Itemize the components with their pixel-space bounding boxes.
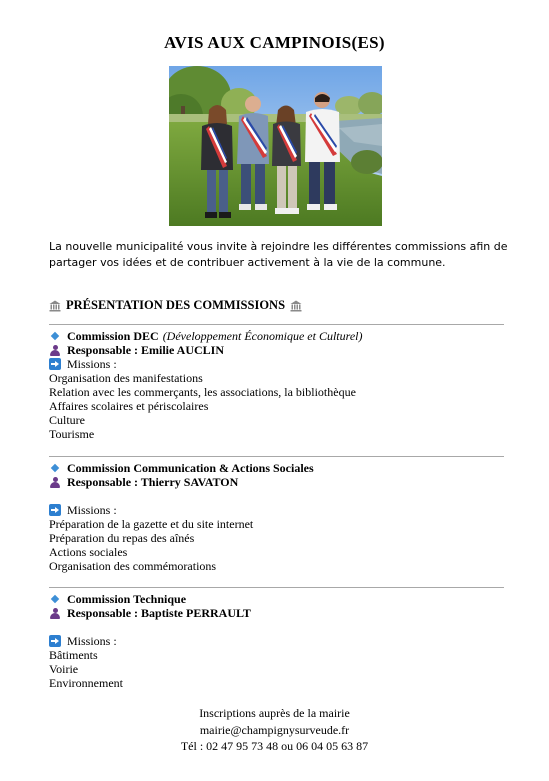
missions-label: Missions : (67, 357, 117, 371)
missions-label-line (49, 503, 509, 517)
spacer (49, 620, 509, 634)
footer (0, 705, 549, 755)
person-silhouette-icon (49, 607, 61, 619)
divider (49, 456, 504, 457)
commission-name: Commission Communication & Actions Sociales (67, 461, 314, 475)
responsable-name: Responsable : Thierry SAVATON (67, 475, 239, 489)
missions-label: Missions : (67, 634, 117, 648)
classical-building-icon (49, 300, 61, 312)
blue-diamond-icon (49, 462, 61, 474)
person-silhouette-icon (49, 344, 61, 356)
commission-title (49, 592, 509, 606)
divider (49, 587, 504, 588)
mission-item: Organisation des manifestations (49, 371, 203, 385)
footer-email[interactable]: mairie@champignysurveude.fr (199, 722, 350, 737)
missions-label-line (49, 634, 509, 648)
right-arrow-icon (49, 358, 61, 370)
mission-item: Tourisme (49, 427, 95, 441)
commission-dec (49, 329, 509, 441)
blue-diamond-icon (49, 593, 61, 605)
section-heading-text: PRÉSENTATION DES COMMISSIONS (66, 298, 286, 312)
mission-item: Préparation du repas des aînés (49, 531, 195, 545)
page-title: AVIS AUX CAMPINOIS(ES) (164, 33, 385, 52)
footer-phone: Tél : 02 47 95 73 48 ou 06 04 05 63 87 (180, 739, 369, 753)
commission-name: Commission Technique (67, 592, 187, 606)
responsable-name: Responsable : Emilie AUCLIN (67, 343, 225, 357)
responsable-name: Responsable : Baptiste PERRAULT (67, 606, 251, 620)
mission-item: Préparation de la gazette et du site internet (49, 517, 254, 531)
group-photo (169, 66, 382, 226)
mission-item: Affaires scolaires et périscolaires (49, 399, 209, 413)
classical-building-icon (290, 300, 302, 312)
divider (49, 324, 504, 325)
missions-label-line (49, 357, 509, 371)
commission-subtitle: (Développement Économique et Culturel) (162, 329, 363, 343)
person-silhouette-icon (49, 476, 61, 488)
responsable-line (49, 475, 509, 489)
section-heading (49, 298, 302, 313)
mission-item: Organisation des commémorations (49, 559, 217, 573)
commission-communication (49, 461, 509, 573)
responsable-line (49, 343, 509, 357)
mission-item: Bâtiments (49, 648, 98, 662)
right-arrow-icon (49, 635, 61, 647)
responsable-line (49, 606, 509, 620)
mission-item: Voirie (49, 662, 79, 676)
blue-diamond-icon (49, 330, 61, 342)
mission-item: Environnement (49, 676, 123, 690)
mission-item: Actions sociales (49, 545, 128, 559)
commission-title (49, 329, 509, 343)
right-arrow-icon (49, 504, 61, 516)
spacer (49, 489, 509, 503)
mission-item: Culture (49, 413, 85, 427)
commission-name: Commission DEC (67, 329, 159, 343)
intro-paragraph: La nouvelle municipalité vous invite à rejoindre les différentes commissions afin de partager vos idées et de contribuer activement à la vie de la commune. (49, 240, 508, 269)
mission-item: Relation avec les commerçants, les associations, la bibliothèque (49, 385, 356, 399)
footer-inscriptions: Inscriptions auprès de la mairie (199, 706, 350, 720)
commission-technique (49, 592, 509, 690)
commission-title (49, 461, 509, 475)
missions-label: Missions : (67, 503, 117, 517)
